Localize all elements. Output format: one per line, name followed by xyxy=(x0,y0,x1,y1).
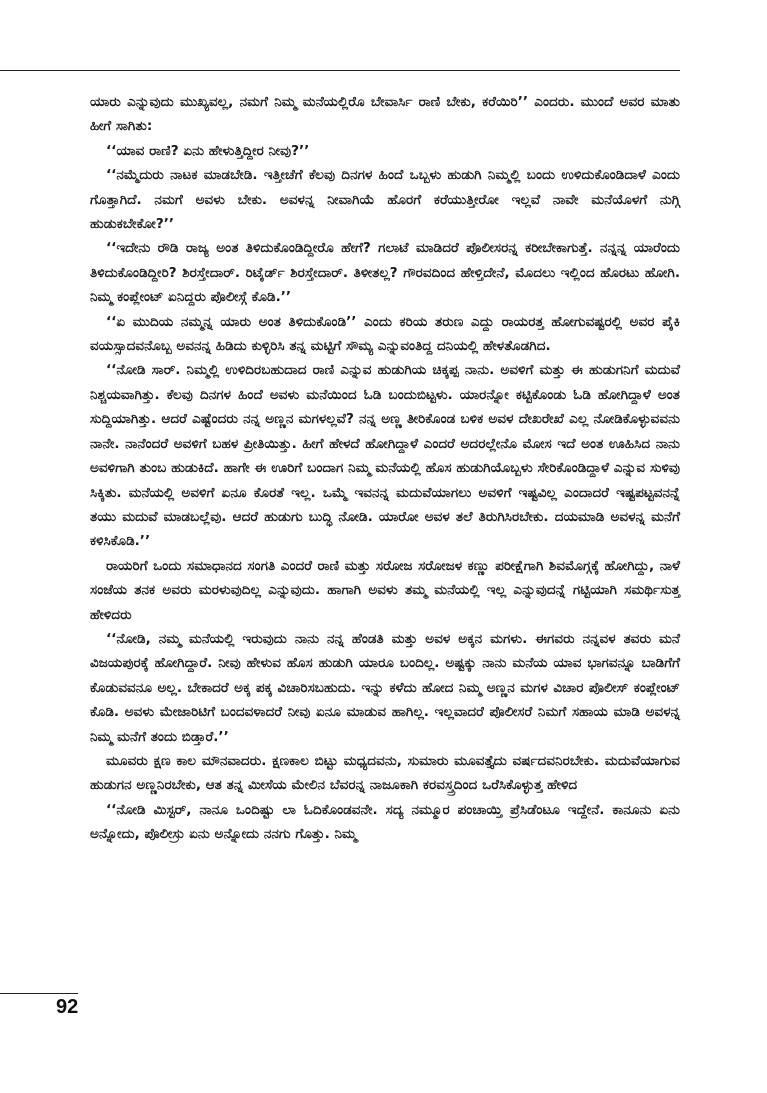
paragraph-4: ‘‘ಇದೇನು ರೌಡಿ ರಾಜ್ಯ ಅಂತ ತಿಳಿದುಕೊಂಡಿದ್ದೀರೊ ಹೇಗೆ? ಗಲಾಟೆ ಮಾಡಿದರೆ ಪೊಲೀಸರನ್ನ ಕರೀಬೇಕಾಗುತ್ತೆ. ನನ್ನನ್ನ ಯಾರೆಂದು ತಿಳಿದುಕೊಂಡಿದ್ದೀರಿ? ಶಿರಸ್ತೇದಾರ್. ರಿಟೈರ್ಡ್ ಶಿರಸ್ತೇದಾರ್. ತಿಳೀತಲ್ಲ? ಗೌರವದಿಂದ ಹೇಳ್ತಿದೇನೆ, ಮೊದಲು ಇಲ್ಲಿಂದ ಹೊರಟು ಹೋಗಿ. ನಿಮ್ಮ ಕಂಪ್ಲೇಂಟ್ ಏನಿದ್ದರು ಪೊಲೀಸ್ಗೆ ಕೊಡಿ.’’ xyxy=(90,240,680,306)
footer-rule xyxy=(0,993,78,994)
page-body xyxy=(90,90,680,847)
paragraph-6: ‘‘ನೋಡಿ ಸಾರ್. ನಿಮ್ಮಲ್ಲಿ ಉಳಿದಿರಬಹುದಾದ ರಾಣಿ ಎನ್ನುವ ಹುಡುಗಿಯ ಚಿಕ್ಕಪ್ಪ ನಾನು. ಅವಳಿಗೆ ಮತ್ತು ಈ ಹುಡುಗನಿಗೆ ಮದುವೆ ನಿಶ್ಚಯವಾಗಿತ್ತು. ಕೆಲವು ದಿನಗಳ ಹಿಂದೆ ಅವಳು ಮನೆಯಿಂದ ಓಡಿ ಬಂದುಬಿಟ್ಟಳು. ಯಾರನ್ನೋ ಕಟ್ಟಿಕೊಂಡು ಓಡಿ ಹೋಗಿದ್ದಾಳೆ ಅಂತ ಸುದ್ದಿಯಾಗಿತ್ತು. ಆದರೆ ಎಷ್ಟೆಂದರು ನನ್ನ ಅಣ್ಣನ ಮಗಳಲ್ಲವೆ? ನನ್ನ ಅಣ್ಣ ತೀರಿಕೊಂಡ ಬಳಿಕ ಅವಳ ದೇಖರೇಖೆ ಎಲ್ಲ ನೋಡಿಕೊಳ್ಳುವವನು ನಾನೇ. ನಾನೆಂದರೆ ಅವಳಿಗೆ ಬಹಳ ಪ್ರೀತಿಯಿತ್ತು. ಹೀಗೆ ಹೇಳದೆ ಹೋಗಿದ್ದಾಳೆ ಎಂದರೆ ಅದರಲ್ಲೇನೊ ಮೋಸ ಇದೆ ಅಂತ ಊಹಿಸಿದ ನಾನು ಅವಳಿಗಾಗಿ ತುಂಬ ಹುಡುಕಿದೆ. ಹಾಗೇ ಈ ಊರಿಗೆ ಬಂದಾಗ ನಿಮ್ಮ ಮನೆಯಲ್ಲಿ ಹೊಸ ಹುಡುಗಿಯೊಬ್ಬಳು ಸೇರಿಕೊಂಡಿದ್ದಾಳೆ ಎನ್ನುವ ಸುಳಿವು ಸಿಕ್ಕಿತು. ಮನೆಯಲ್ಲಿ ಅವಳಿಗೆ ಏನೂ ಕೊರತೆ ಇಲ್ಲ. ಒಮ್ಮೆ ಇವನನ್ನ ಮದುವೆಯಾಗಲು ಅವಳಿಗೆ ಇಷ್ಟವಿಲ್ಲ ಎಂದಾದರೆ ಇಷ್ಟಪಟ್ಟವನನ್ನೆ ತಯು ಮದುವೆ ಮಾಡಬಲ್ಲೆವು. ಆದರೆ ಹುಡುಗು ಬುದ್ಧಿ ನೋಡಿ. ಯಾರೋ ಅವಳ ತಲೆ ತಿರುಗಿಸಿರಬೇಕು. ದಯಮಾಡಿ ಅವಳನ್ನ ಮನೆಗೆ ಕಳಿಸಿಕೊಡಿ.’’ xyxy=(90,362,680,550)
paragraph-10: ‘‘ನೋಡಿ ಮಿಸ್ಟರ್, ನಾನೂ ಒಂದಿಷ್ಟು ಲಾ ಓದಿಕೊಂಡವನೇ. ಸದ್ಯ ನಮ್ಮೂರ ಪಂಚಾಯ್ತಿ ಪ್ರೆಸಿಡೆಂಟೂ ಇದ್ದೇನೆ. ಕಾನೂನು ಏನು ಅನ್ನೋದು, ಪೊಲೀಸ್ರು ಏನು ಅನ್ನೋದು ನನಗು ಗೊತ್ತು. ನಿಮ್ಮ xyxy=(90,801,680,843)
paragraph-1: ಯಾರು ಎನ್ನುವುದು ಮುಖ್ಯವಲ್ಲ, ನಮಗೆ ನಿಮ್ಮ ಮನೆಯಲ್ಲಿರೊ ಬೇವಾರ್ಸಿ ರಾಣಿ ಬೇಕು, ಕರೆಯಿರಿ’’ ಎಂದರು. ಮುಂದೆ ಅವರ ಮಾತು ಹೀಗೆ ಸಾಗಿತು: xyxy=(90,94,680,135)
page-number: 92 xyxy=(56,996,79,1018)
paragraph-9: ಮೂವರು ಕ್ಷಣ ಕಾಲ ಮೌನವಾದರು. ಕ್ಷಣಕಾಲ ಬಿಟ್ಟು ಮಧ್ಯದವನು, ಸುಮಾರು ಮೂವತ್ತೈದು ವರ್ಷದವನಿರಬೇಕು. ಮದುವೆಯಾಗುವ ಹುಡುಗನ ಅಣ್ಣನಿರಬೇಕು, ಆತ ತನ್ನ ಮೀಸೆಯ ಮೇಲಿನ ಬೆವರನ್ನ ನಾಜೂಕಾಗಿ ಕರವಸ್ತ್ರದಿಂದ ಒರೆಸಿಕೊಳ್ಳುತ್ತ ಹೇಳಿದ xyxy=(90,752,680,794)
paragraph-7: ರಾಯರಿಗೆ ಒಂದು ಸಮಾಧಾನದ ಸಂಗತಿ ಎಂದರೆ ರಾಣಿ ಮತ್ತು ಸರೋಜ ಸರೋಜಳ ಕಣ್ಣು ಪರೀಕ್ಷೆಗಾಗಿ ಶಿವಮೊಗ್ಗಕ್ಕೆ ಹೋಗಿದ್ದು, ನಾಳೆ ಸಂಜೆಯ ತನಕ ಅವರು ಮರಳುವುದಿಲ್ಲ ಎನ್ನುವುದು. ಹಾಗಾಗಿ ಅವಳು ತಮ್ಮ ಮನೆಯಲ್ಲಿ ಇಲ್ಲ ಎನ್ನುವುದನ್ನೆ ಗಟ್ಟಿಯಾಗಿ ಸಮರ್ಥಿಸುತ್ತ ಹೇಳಿದರು xyxy=(90,557,680,623)
paragraph-2: ‘‘ಯಾವ ರಾಣಿ? ಏನು ಹೇಳುತ್ತಿದ್ದೀರ ನೀವು?’’ xyxy=(106,142,310,159)
paragraph-5: ‘‘ಏ ಮುದಿಯ ನಮ್ಮನ್ನ ಯಾರು ಅಂತ ತಿಳಿದುಕೊಂಡಿ’’ ಎಂದು ಕರಿಯ ತರುಣ ಎದ್ದು ರಾಯರತ್ತ ಹೋಗುವಷ್ಟರಲ್ಲಿ ಅವರ ಪೈಕಿ ವಯಸ್ಸಾದವನೊಬ್ಬ ಅವನನ್ನ ಹಿಡಿದು ಕುಳ್ಳಿರಿಸಿ ತನ್ನ ಮಟ್ಟಿಗೆ ಸೌಮ್ಯ ಎನ್ನುವಂತಿದ್ದ ದನಿಯಲ್ಲಿ ಹೇಳತೊಡಗಿದ. xyxy=(90,313,680,355)
paragraph-8: ‘‘ನೋಡಿ, ನಮ್ಮ ಮನೆಯಲ್ಲಿ ಇರುವುದು ನಾನು ನನ್ನ ಹೆಂಡತಿ ಮತ್ತು ಅವಳ ಅಕ್ಕನ ಮಗಳು. ಈಗವರು ನನ್ನವಳ ತವರು ಮನೆ ವಿಜಯಪುರಕ್ಕೆ ಹೋಗಿದ್ದಾರೆ. ನೀವು ಹೇಳುವ ಹೊಸ ಹುಡುಗಿ ಯಾರೂ ಬಂದಿಲ್ಲ. ಅಷ್ಟಕ್ಕು ನಾನು ಮನೆಯ ಯಾವ ಭಾಗವನ್ನೂ ಬಾಡಿಗೆಗೆ ಕೊಡುವವನೂ ಅಲ್ಲ. ಬೇಕಾದರೆ ಅಕ್ಕ ಪಕ್ಕ ವಿಚಾರಿಸಬಹುದು. ಇನ್ನು ಕಳೆದು ಹೋದ ನಿಮ್ಮ ಅಣ್ಣನ ಮಗಳ ವಿಚಾರ ಪೊಲೀಸ್ ಕಂಪ್ಲೇಂಟ್ ಕೊಡಿ. ಅವಳು ಮೇಜಾರಿಟಿಗೆ ಬಂದವಳಾದರೆ ನೀವು ಏನೂ ಮಾಡುವ ಹಾಗಿಲ್ಲ. ಇಲ್ಲವಾದರೆ ಪೊಲೀಸರೆ ನಿಮಗೆ ಸಹಾಯ ಮಾಡಿ ಅವಳನ್ನ ನಿಮ್ಮ ಮನೆಗೆ ತಂದು ಬಿಡ್ತಾರೆ.’’ xyxy=(90,630,680,745)
paragraph-3: ‘‘ನಮ್ಮೆದುರು ನಾಟಕ ಮಾಡಬೇಡಿ. ಇತ್ತೀಚೆಗೆ ಕೆಲವು ದಿನಗಳ ಹಿಂದೆ ಒಬ್ಬಳು ಹುಡುಗಿ ನಿಮ್ಮಲ್ಲಿ ಬಂದು ಉಳಿದುಕೊಂಡಿದಾಳೆ ಎಂದು ಗೊತ್ತಾಗಿದೆ. ನಮಗೆ ಅವಳು ಬೇಕು. ಅವಳನ್ನ ನೀವಾಗಿಯೆ ಹೊರಗೆ ಕರೆಯುತ್ತೀರೋ ಇಲ್ಲವೆ ನಾವೇ ಮನೆಯೊಳಗೆ ನುಗ್ಗಿ ಹುಡುಕಬೇಕೋ?’’ xyxy=(90,167,680,233)
header-rule xyxy=(0,70,680,71)
